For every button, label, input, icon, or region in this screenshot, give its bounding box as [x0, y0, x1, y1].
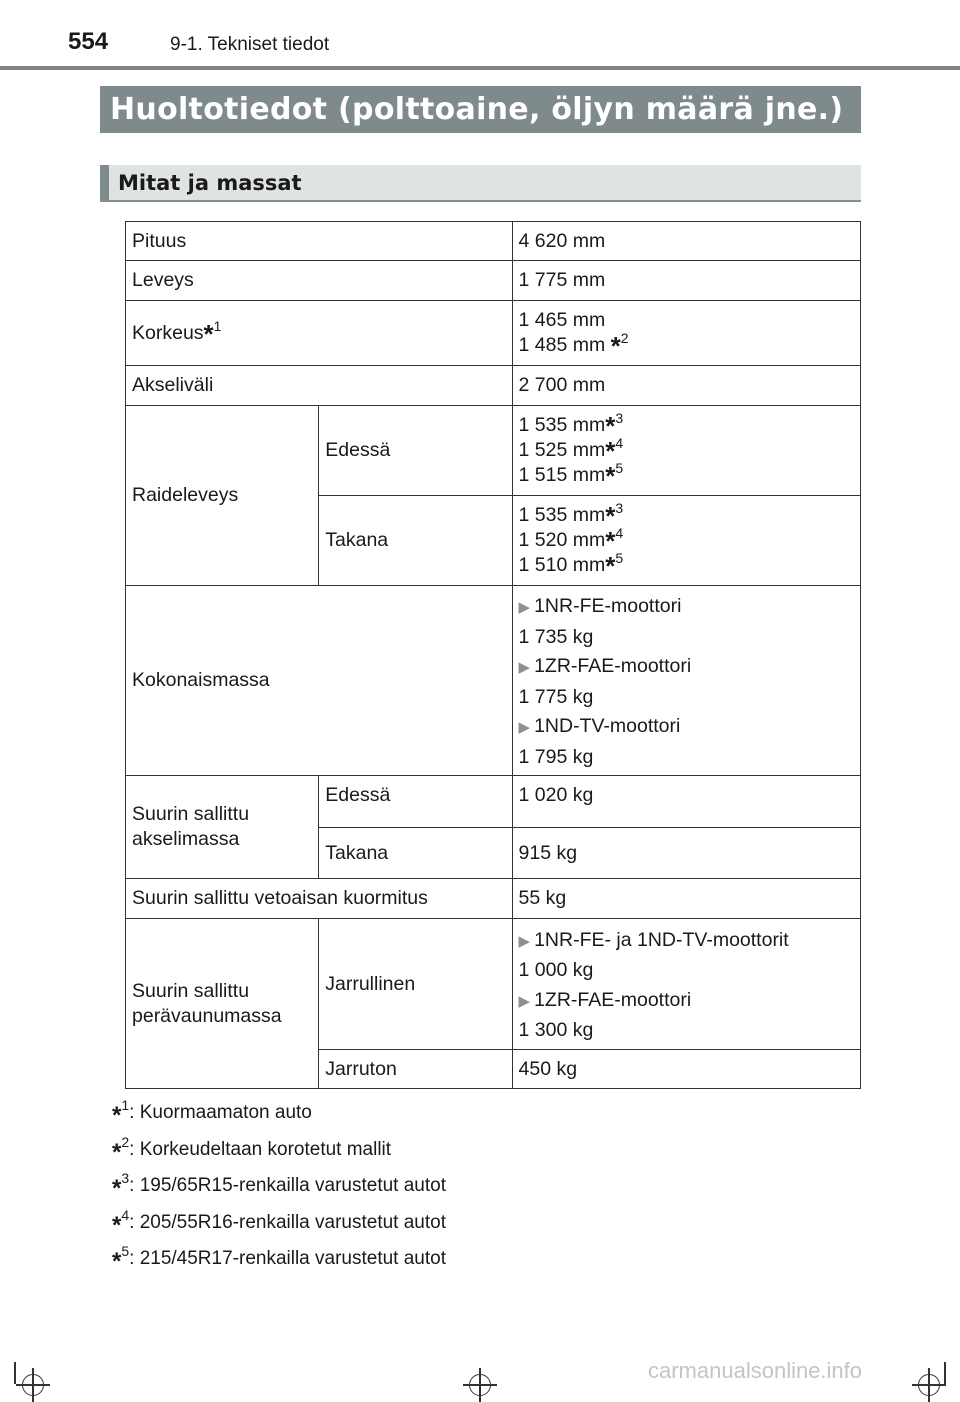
value-line: 1 735 kg: [518, 625, 594, 648]
engine-line: ▶ 1ZR-FAE-moottori: [519, 984, 854, 1016]
engine-line: ▶ 1ND-TV-moottori: [519, 711, 854, 743]
table-row: [126, 919, 861, 1050]
row-value: 2 700 mm: [512, 366, 860, 406]
footnote-number: 1: [121, 1097, 130, 1113]
sub-label: Takana: [319, 496, 512, 586]
footnote-asterisk: *: [112, 1138, 122, 1166]
row-value: 1 775 mm: [512, 261, 860, 301]
sub-label: Edessä: [319, 406, 512, 496]
footnote-asterisk: *: [605, 461, 616, 491]
value-line: 1 300 kg: [518, 1019, 594, 1041]
footnote-asterisk: *: [605, 436, 616, 466]
triangle-bullet-icon: ▶: [518, 992, 531, 1010]
engine-line: ▶ 1NR-FE- ja 1ND-TV-moottorit: [519, 924, 854, 956]
sub-label: Jarrullinen: [319, 919, 512, 1050]
footnotes: [112, 1095, 446, 1278]
footnote: [112, 1095, 446, 1132]
footnote-ref: 5: [615, 550, 624, 566]
registration-mark-icon: [912, 1368, 946, 1402]
footnote-number: 5: [121, 1243, 130, 1259]
page-number: 554: [68, 28, 109, 55]
footnote-asterisk: *: [112, 1102, 122, 1129]
footnote-ref: 2: [620, 330, 629, 346]
specifications-table: [125, 221, 861, 1089]
footnote-asterisk: *: [112, 1211, 122, 1239]
value-line: 1 535 mm*$^3$: [518, 410, 624, 441]
crop-mark: [944, 1362, 946, 1384]
footnote-asterisk: *: [605, 501, 616, 531]
row-label: Suurin sallittu vetoaisan kuormitus: [126, 879, 513, 919]
footnote-ref: 4: [615, 435, 624, 451]
footnote-number: 4: [121, 1206, 130, 1223]
table-row: [126, 586, 861, 776]
table-row: [126, 301, 861, 366]
footnote-ref: 1: [213, 317, 222, 334]
value-line: 1 525 mm*$^4$: [518, 435, 624, 466]
value-line: 1 515 mm*$^5$: [518, 460, 624, 491]
value-line: 1 000 kg: [518, 959, 594, 981]
footnote: [112, 1168, 446, 1205]
value-line: 1 485 mm *$^2$: [518, 330, 629, 361]
table-row: [126, 366, 861, 406]
footnote-asterisk: *: [605, 526, 616, 556]
footnote-text: : 205/55R16-renkailla varustetut autot: [129, 1211, 446, 1233]
table-row: [126, 879, 861, 919]
engine-line: ▶ 1ZR-FAE-moottori: [519, 651, 854, 683]
footnote-asterisk: *: [605, 411, 616, 441]
triangle-bullet-icon: ▶: [518, 719, 531, 736]
value-line: 1 775 kg: [518, 685, 594, 708]
row-value: 450 kg: [512, 1050, 860, 1089]
row-value: 915 kg: [512, 828, 860, 879]
footnote-ref: 3: [615, 410, 624, 426]
footnote-text: : 215/45R17-renkailla varustetut autot: [129, 1248, 446, 1269]
footnote: [112, 1205, 446, 1242]
footnote-ref: 5: [615, 460, 624, 476]
value-line: 1 795 kg: [518, 745, 594, 768]
row-label: Leveys: [126, 261, 513, 301]
footnote-number: 3: [121, 1170, 130, 1186]
sub-label: Edessä: [319, 776, 512, 828]
main-title: Huoltotiedot (polttoaine, öljyn määrä jne.): [100, 86, 861, 133]
footnote-text: : Korkeudeltaan korotetut mallit: [129, 1138, 392, 1160]
page-header: [0, 0, 960, 70]
footnote-asterisk: *: [203, 318, 214, 349]
engine-line: ▶ 1NR-FE-moottori: [519, 591, 854, 623]
row-label: Raideleveys: [126, 406, 319, 586]
sub-label: Takana: [319, 828, 512, 879]
row-value: [512, 919, 860, 1050]
triangle-bullet-icon: ▶: [518, 599, 531, 616]
footnote: [112, 1241, 446, 1278]
subsection-title: [100, 165, 861, 202]
value-line: 1 520 mm*$^4$: [518, 525, 624, 556]
row-value: 55 kg: [512, 879, 860, 919]
footnote-ref: 4: [615, 525, 624, 541]
footnote-asterisk: *: [112, 1175, 122, 1202]
row-value: [512, 406, 860, 496]
table-row: [126, 776, 861, 828]
triangle-bullet-icon: ▶: [518, 659, 531, 676]
row-label: Suurin sallittu akselimassa: [126, 776, 319, 879]
value-line: 1 510 mm*$^5$: [518, 550, 624, 581]
row-value: 4 620 mm: [512, 222, 860, 261]
table-row: [126, 222, 861, 261]
row-label: Pituus: [126, 222, 513, 261]
header-rule: [0, 66, 960, 70]
footnote-asterisk: *: [610, 331, 621, 361]
row-label: Akseliväli: [126, 366, 513, 406]
table-row: [126, 261, 861, 301]
footnote-asterisk: *: [605, 551, 616, 581]
value-line: 1 465 mm: [518, 309, 606, 331]
footnote: [112, 1132, 446, 1169]
row-label: [126, 301, 513, 366]
footnote-asterisk: *: [112, 1248, 122, 1275]
watermark: carmanualsonline.info: [648, 1358, 863, 1383]
subsection-title-text: Mitat ja massat: [118, 171, 302, 195]
section-reference: 9-1. Tekniset tiedot: [170, 34, 330, 55]
sub-label: Jarruton: [319, 1050, 512, 1089]
row-label: Suurin sallittu perävaunumassa: [126, 919, 319, 1089]
footnote-text: : Kuormaamaton auto: [129, 1102, 312, 1123]
row-label: Kokonaismassa: [126, 586, 513, 776]
table-row: [126, 406, 861, 496]
row-value: 1 020 kg: [512, 776, 860, 828]
row-value: [512, 586, 860, 776]
registration-mark-icon: [463, 1368, 497, 1402]
row-value: [512, 301, 860, 366]
footnote-text: : 195/65R15-renkailla varustetut autot: [129, 1175, 446, 1196]
row-label-text: Korkeus: [132, 321, 204, 344]
footnote-ref: 3: [615, 500, 624, 516]
value-line: 1 535 mm*$^3$: [518, 500, 624, 531]
footnote-number: 2: [121, 1133, 130, 1150]
registration-mark-icon: [16, 1368, 50, 1402]
triangle-bullet-icon: ▶: [518, 932, 531, 950]
row-value: [512, 496, 860, 586]
subsection-title-bar: [100, 165, 109, 200]
